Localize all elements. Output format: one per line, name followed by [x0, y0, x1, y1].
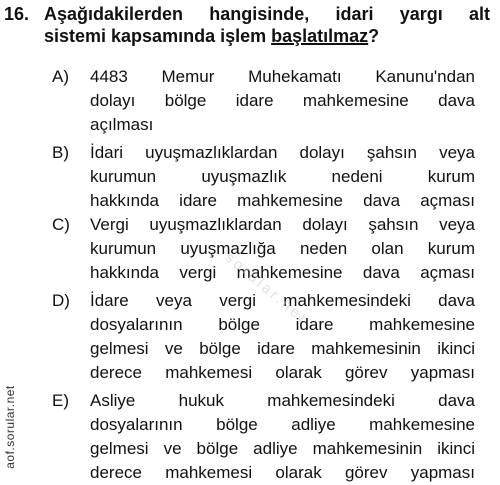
question-stem-mark: ? [368, 26, 380, 46]
option-a-line-3: açılması [90, 115, 154, 134]
option-c-line-3: hakkında vergi mahkemesine dava açması [90, 263, 475, 282]
option-d-line-1: İdare veya vergi mahkemesindeki dava [90, 291, 475, 310]
option-b-letter: B) [52, 143, 69, 162]
option-b-line-3: hakkında idare mahkemesine dava açması [90, 191, 475, 210]
option-d-line-3: gelmesi ve bölge idare mahkemesinin ikinci [90, 339, 475, 358]
option-b-line-1: İdari uyuşmazlıklardan dolayı şahsın veya [90, 143, 475, 162]
option-a-letter: A) [52, 67, 69, 86]
question-stem-line-1: Aşağıdakilerden hangisinde, idari yargı alt [44, 4, 490, 24]
diagonal-watermark: sorular.net [221, 248, 312, 329]
question-stem-text: sistemi kapsamında işlem [44, 26, 272, 46]
option-c-letter: C) [52, 215, 70, 234]
option-d-line-4: derece mahkemesi olarak görev yapması [90, 363, 475, 382]
option-e-line-2: dosyalarının bölge adliye mahkemesine [90, 415, 475, 434]
option-b-line-2: kurumun uyuşmazlık nedeni kurum [90, 167, 475, 186]
option-c-text [90, 213, 475, 285]
option-e-line-1: Asliye hukuk mahkemesindeki dava [90, 391, 475, 410]
question-stem [44, 3, 490, 47]
option-a-line-2: dolayı bölge idare mahkemesine dava [90, 91, 475, 110]
option-d-line-2: dosyalarının bölge idare mahkemesine [90, 315, 475, 334]
site-watermark-vertical: aof.sorular.net [3, 385, 17, 469]
option-e-line-4: derece mahkemesi olarak görev yapması [90, 463, 475, 482]
question-stem-emphasis: başlatılmaz [271, 26, 369, 46]
option-d-letter: D) [52, 291, 70, 310]
option-e-line-3: gelmesi ve bölge adliye mahkemesinin ikinci [90, 439, 475, 458]
option-e-text [90, 389, 475, 485]
option-c-line-2: kurumun uyuşmazlığa neden olan kurum [90, 239, 475, 258]
question-number: 16. [4, 4, 30, 24]
option-e-letter: E) [52, 391, 69, 410]
option-a-text [90, 65, 475, 137]
question-stem-line-2 [44, 25, 490, 47]
option-a-line-1: 4483 Memur Muhekamatı Kanunu'ndan [90, 67, 475, 86]
option-b-text [90, 141, 475, 213]
option-c-line-1: Vergi uyuşmazlıklardan dolayı şahsın veya [90, 215, 475, 234]
